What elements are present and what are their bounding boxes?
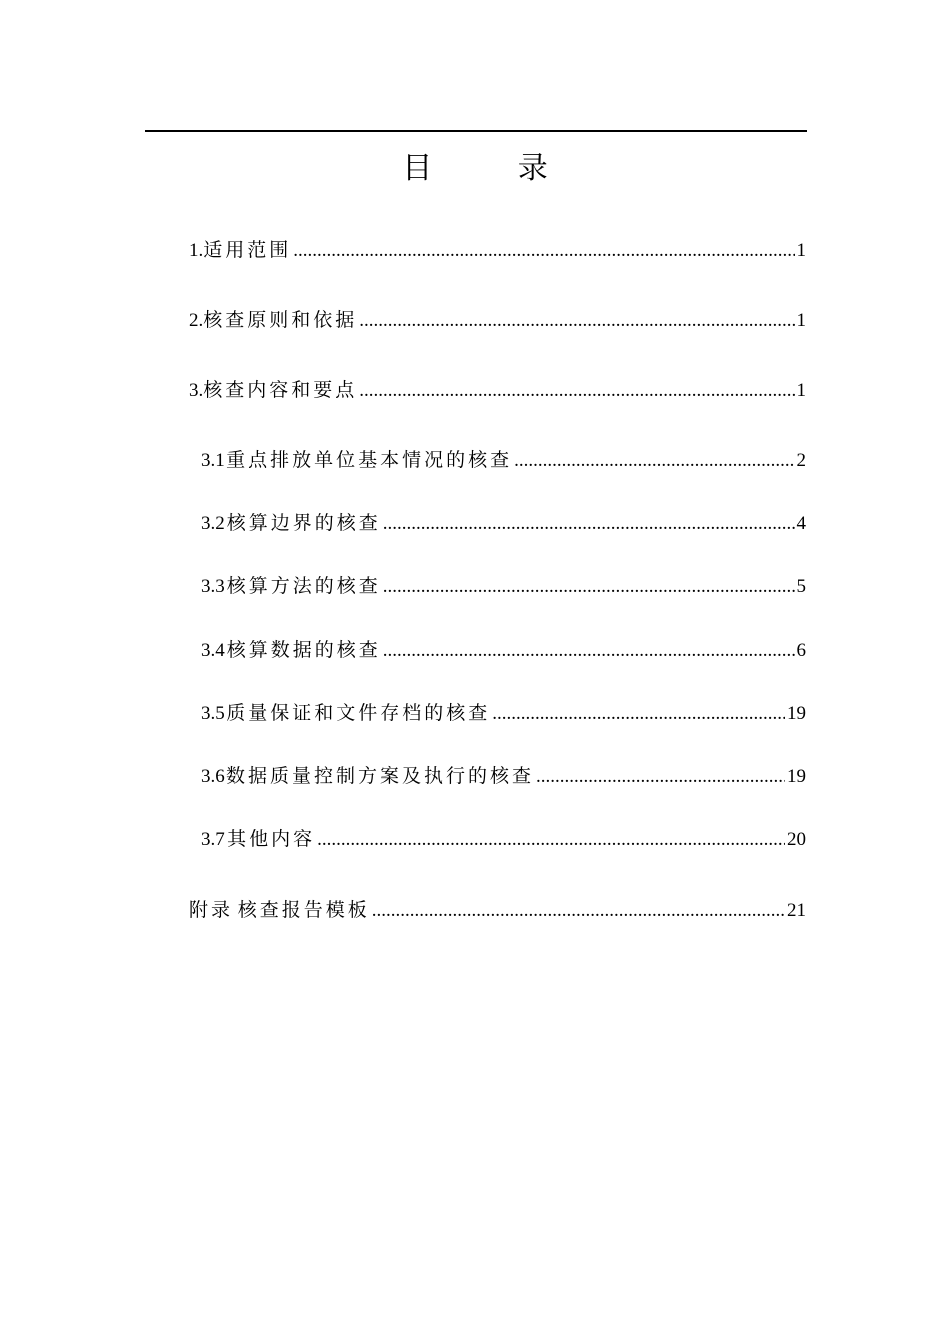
toc-entry-number: 3. bbox=[189, 380, 204, 401]
toc-entry-label: 其他内容 bbox=[227, 828, 316, 850]
toc-entry-page: 1 bbox=[796, 380, 806, 401]
toc-entry-number: 附录 bbox=[189, 899, 234, 921]
toc-leader-dots bbox=[514, 447, 794, 475]
toc-entry-label: 重点排放单位基本情况的核查 bbox=[226, 449, 513, 471]
toc-entry-3-4[interactable] bbox=[201, 636, 806, 665]
toc-leader-dots bbox=[359, 377, 794, 405]
toc-entry-3-2[interactable] bbox=[201, 509, 806, 538]
toc-entry-3-7[interactable] bbox=[201, 825, 806, 854]
toc-entry-number: 3.7 bbox=[201, 829, 225, 850]
toc-entry-2[interactable] bbox=[189, 306, 806, 335]
toc-entry-1[interactable] bbox=[189, 236, 806, 265]
toc-entry-3-5[interactable] bbox=[201, 699, 806, 728]
toc-entry-number: 1. bbox=[189, 240, 204, 261]
toc-entry-page: 1 bbox=[796, 240, 806, 261]
toc-leader-dots bbox=[372, 897, 785, 925]
toc-entry-3-1[interactable] bbox=[201, 446, 806, 475]
toc-entry-page: 19 bbox=[787, 703, 806, 724]
toc-entry-page: 5 bbox=[796, 576, 806, 597]
toc-entry-number: 2. bbox=[189, 310, 204, 331]
toc-entry-page: 2 bbox=[796, 450, 806, 471]
toc-leader-dots bbox=[492, 700, 785, 728]
toc-entry-3-6[interactable] bbox=[201, 762, 806, 791]
toc-leader-dots bbox=[359, 307, 794, 335]
toc-leader-dots bbox=[536, 763, 785, 791]
toc-entry-label: 核算边界的核查 bbox=[226, 512, 381, 534]
toc-entry-page: 20 bbox=[787, 829, 806, 850]
toc-entry-number: 3.4 bbox=[201, 640, 225, 661]
toc-entry-page: 6 bbox=[796, 640, 806, 661]
toc-entry-number: 3.5 bbox=[201, 703, 225, 724]
toc-entry-number: 3.6 bbox=[201, 766, 225, 787]
toc-entry-page: 19 bbox=[787, 766, 806, 787]
toc-leader-dots bbox=[383, 573, 795, 601]
toc-entry-appendix[interactable] bbox=[189, 896, 806, 925]
toc-leader-dots bbox=[317, 826, 785, 854]
toc-entry-label: 数据质量控制方案及执行的核查 bbox=[225, 765, 534, 787]
toc-leader-dots bbox=[293, 237, 794, 265]
toc-entry-label: 适用范围 bbox=[203, 239, 292, 261]
toc-leader-dots bbox=[383, 637, 795, 665]
toc-entry-number: 3.3 bbox=[201, 576, 225, 597]
toc-entry-number: 3.2 bbox=[201, 513, 225, 534]
toc-title: 目 录 bbox=[402, 151, 586, 186]
toc-entry-label: 核算方法的核查 bbox=[226, 575, 381, 597]
toc-leader-dots bbox=[383, 510, 795, 538]
toc-entry-label: 核查内容和要点 bbox=[203, 379, 358, 401]
toc-entry-page: 1 bbox=[796, 310, 806, 331]
toc-entry-number: 3.1 bbox=[201, 450, 225, 471]
toc-entry-label: 质量保证和文件存档的核查 bbox=[226, 702, 491, 724]
toc-entry-label: 核算数据的核查 bbox=[226, 639, 381, 661]
toc-entry-3[interactable] bbox=[189, 376, 806, 405]
toc-entry-label: 核查原则和依据 bbox=[203, 309, 358, 331]
toc-entry-3-3[interactable] bbox=[201, 572, 806, 601]
toc-entry-page: 21 bbox=[787, 900, 806, 921]
toc-entry-label: 核查报告模板 bbox=[237, 899, 370, 921]
toc-entry-page: 4 bbox=[796, 513, 806, 534]
